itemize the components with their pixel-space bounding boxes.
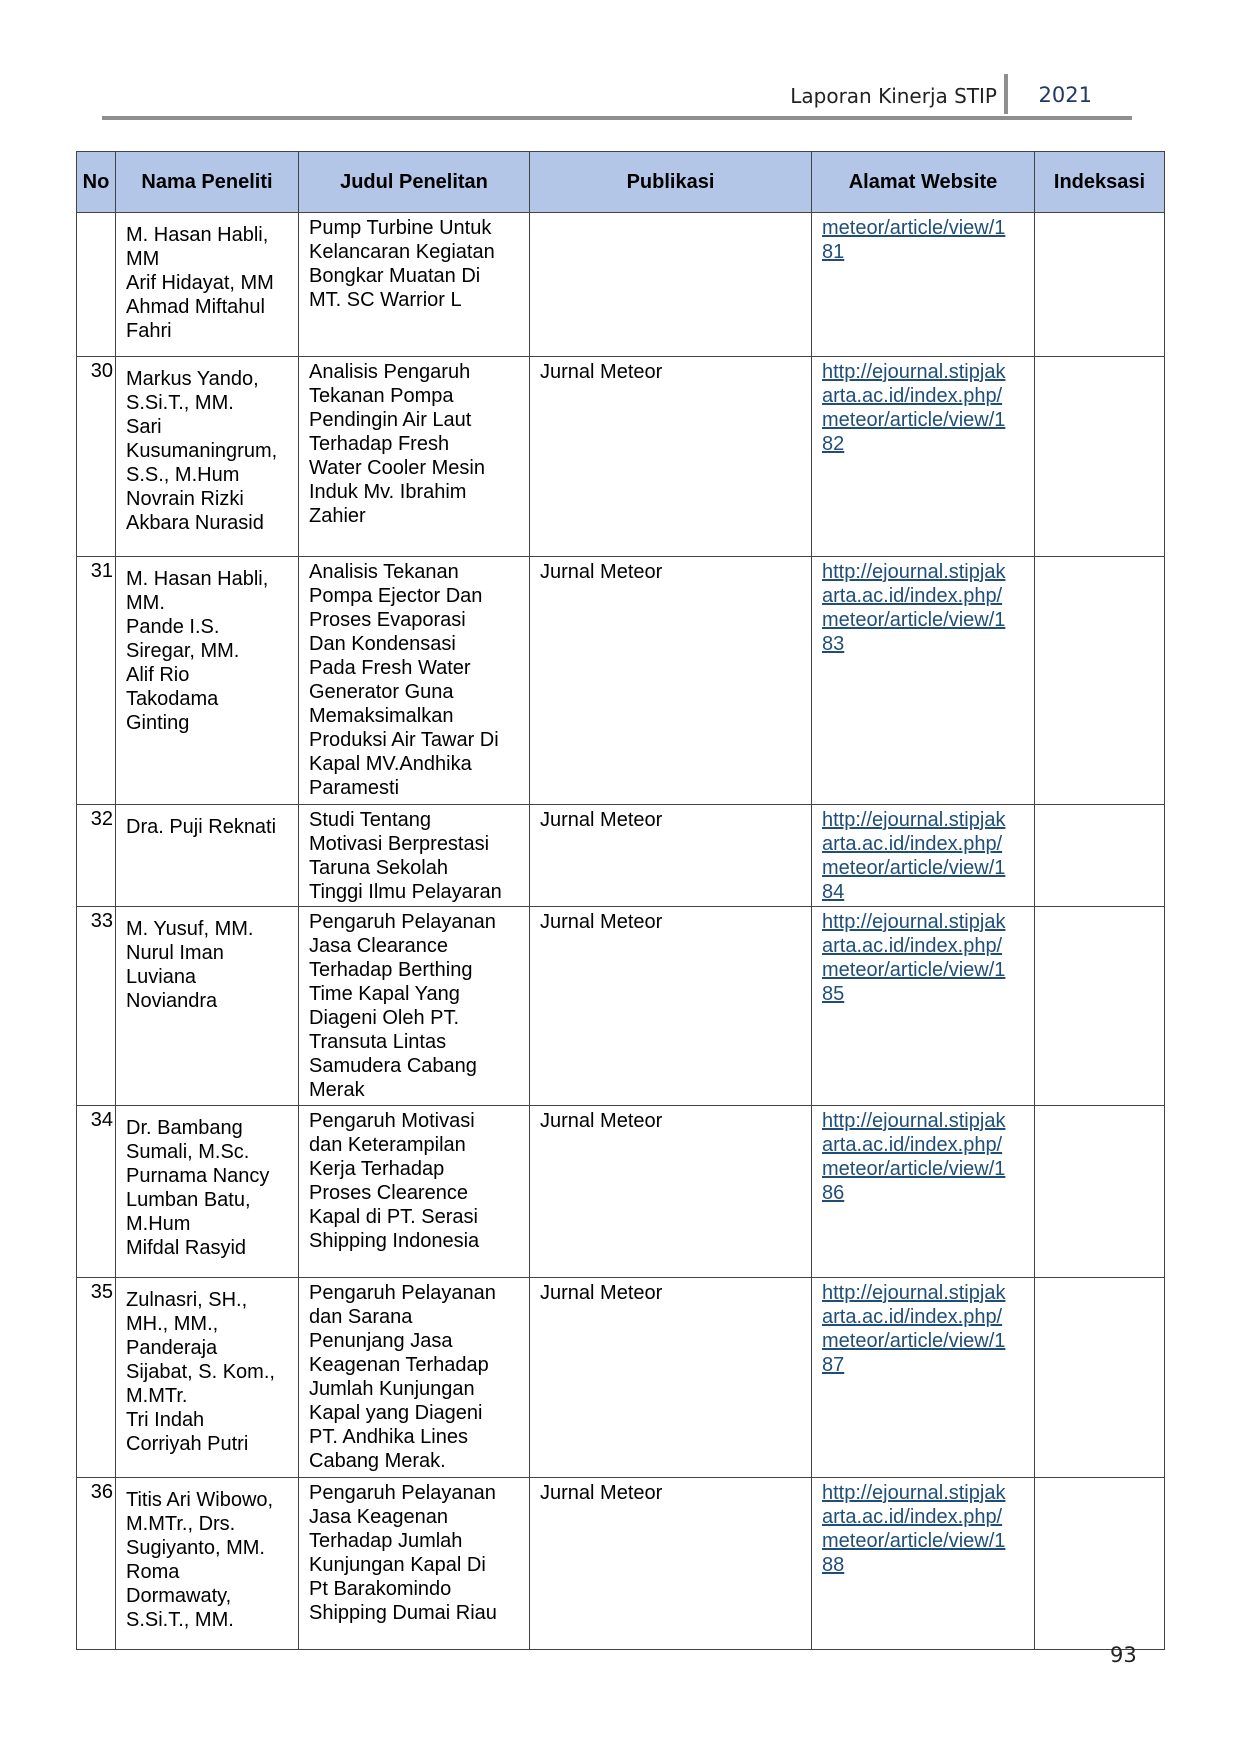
researcher-name: Tri Indah <box>126 1409 205 1431</box>
research-title-line: Pengaruh Pelayanan <box>309 911 496 933</box>
research-title-line: Bongkar Muatan Di <box>309 265 481 287</box>
column-header-website: Alamat Website <box>812 152 1035 213</box>
research-title-line: Cabang Merak. <box>309 1450 446 1472</box>
research-title <box>299 805 530 907</box>
research-title <box>299 557 530 805</box>
researcher-name: Fahri <box>126 320 172 342</box>
website-link[interactable]: meteor/article/view/1 <box>822 609 1006 631</box>
website-link[interactable]: http://ejournal.stipjak <box>822 1282 1006 1304</box>
research-title-line: Analisis Tekanan <box>309 561 459 583</box>
website-link[interactable]: http://ejournal.stipjak <box>822 361 1006 383</box>
researcher-name: Sijabat, S. Kom., <box>126 1361 275 1383</box>
table-row <box>77 907 1165 1106</box>
research-title-line: Water Cooler Mesin <box>309 457 485 479</box>
researcher-name: M. Hasan Habli, <box>126 224 269 246</box>
research-table <box>76 151 1165 1650</box>
research-title-line: Keagenan Terhadap <box>309 1354 489 1376</box>
header-separator <box>1004 74 1008 114</box>
researcher-name: Lumban Batu, <box>126 1189 251 1211</box>
research-title-line: Pump Turbine Untuk <box>309 217 492 239</box>
indexing <box>1035 557 1165 805</box>
research-title <box>299 1478 530 1650</box>
researcher-name: Akbara Nurasid <box>126 512 264 534</box>
researcher-names <box>116 1278 299 1478</box>
researcher-name: MM <box>126 248 160 270</box>
row-number: 33 <box>77 907 116 1106</box>
website-link[interactable]: 86 <box>822 1182 845 1204</box>
research-title-line: Shipping Indonesia <box>309 1230 480 1252</box>
researcher-name: Takodama <box>126 688 219 710</box>
website-link[interactable]: 83 <box>822 633 845 655</box>
research-title-line: Terhadap Fresh <box>309 433 450 455</box>
column-header-index: Indeksasi <box>1035 152 1165 213</box>
researcher-name: M.Hum <box>126 1213 191 1235</box>
research-title-line: Samudera Cabang <box>309 1055 477 1077</box>
research-title-line: Paramesti <box>309 777 400 799</box>
publication: Jurnal Meteor <box>530 1278 812 1478</box>
research-title-line: Terhadap Berthing <box>309 959 473 981</box>
website-link[interactable]: meteor/article/view/1 <box>822 1158 1006 1180</box>
publication: Jurnal Meteor <box>530 1478 812 1650</box>
table-header-row <box>77 152 1165 213</box>
researcher-names <box>116 907 299 1106</box>
research-title-line: Motivasi Berprestasi <box>309 833 490 855</box>
researcher-name: Sumali, M.Sc. <box>126 1141 250 1163</box>
research-title-line: Jumlah Kunjungan <box>309 1378 475 1400</box>
website-link[interactable]: arta.ac.id/index.php/ <box>822 1506 1003 1528</box>
table-row <box>77 1106 1165 1278</box>
website-cell <box>812 213 1035 357</box>
researcher-name: Ginting <box>126 712 190 734</box>
website-cell <box>812 1478 1035 1650</box>
website-link[interactable]: meteor/article/view/1 <box>822 409 1006 431</box>
indexing <box>1035 357 1165 557</box>
website-link[interactable]: 88 <box>822 1554 845 1576</box>
website-cell <box>812 1278 1035 1478</box>
research-title-line: Tinggi Ilmu Pelayaran <box>309 881 502 903</box>
research-title-line: Kapal di PT. Serasi <box>309 1206 478 1228</box>
website-link[interactable]: arta.ac.id/index.php/ <box>822 1134 1003 1156</box>
researcher-name: M. Yusuf, MM. <box>126 918 254 940</box>
publication: Jurnal Meteor <box>530 805 812 907</box>
researcher-names <box>116 557 299 805</box>
research-title-line: Zahier <box>309 505 366 527</box>
row-number: 34 <box>77 1106 116 1278</box>
research-title-line: Transuta Lintas <box>309 1031 447 1053</box>
research-title-line: Analisis Pengaruh <box>309 361 471 383</box>
website-link[interactable]: 85 <box>822 983 845 1005</box>
indexing <box>1035 1106 1165 1278</box>
row-number: 30 <box>77 357 116 557</box>
website-cell <box>812 805 1035 907</box>
research-title-line: dan Keterampilan <box>309 1134 466 1156</box>
research-title-line: Pompa Ejector Dan <box>309 585 483 607</box>
column-header-publication: Publikasi <box>530 152 812 213</box>
research-title-line: Pengaruh Pelayanan <box>309 1282 496 1304</box>
row-number <box>77 213 116 357</box>
publication <box>530 213 812 357</box>
researcher-name: Kusumaningrum, <box>126 440 278 462</box>
indexing <box>1035 1478 1165 1650</box>
researcher-name: M.MTr., Drs. <box>126 1513 236 1535</box>
researcher-name: Titis Ari Wibowo, <box>126 1489 274 1511</box>
website-link[interactable]: meteor/article/view/1 <box>822 1530 1006 1552</box>
researcher-name: Purnama Nancy <box>126 1165 270 1187</box>
research-title-line: Jasa Keagenan <box>309 1506 449 1528</box>
website-link[interactable]: http://ejournal.stipjak <box>822 1482 1006 1504</box>
research-title-line: Jasa Clearance <box>309 935 448 957</box>
website-link[interactable]: 81 <box>822 241 845 263</box>
research-title-line: Kapal MV.Andhika <box>309 753 472 775</box>
website-link[interactable]: http://ejournal.stipjak <box>822 561 1006 583</box>
row-number: 31 <box>77 557 116 805</box>
website-cell <box>812 357 1035 557</box>
publication: Jurnal Meteor <box>530 557 812 805</box>
table-row <box>77 357 1165 557</box>
research-title-line: Terhadap Jumlah <box>309 1530 463 1552</box>
research-title-line: Penunjang Jasa <box>309 1330 453 1352</box>
research-title <box>299 907 530 1106</box>
page-header <box>102 72 1132 122</box>
table-row <box>77 1478 1165 1650</box>
website-link[interactable]: 84 <box>822 881 845 903</box>
research-title <box>299 357 530 557</box>
researcher-names <box>116 213 299 357</box>
researcher-name: Nurul Iman <box>126 942 224 964</box>
website-link[interactable]: http://ejournal.stipjak <box>822 1110 1006 1132</box>
table-row <box>77 1278 1165 1478</box>
researcher-name: Dr. Bambang <box>126 1117 243 1139</box>
research-title-line: Kelancaran Kegiatan <box>309 241 495 263</box>
website-link[interactable]: http://ejournal.stipjak <box>822 911 1006 933</box>
research-title-line: Memaksimalkan <box>309 705 454 727</box>
researcher-name: Panderaja <box>126 1337 218 1359</box>
indexing <box>1035 1278 1165 1478</box>
research-title-line: Pengaruh Pelayanan <box>309 1482 496 1504</box>
researcher-name: Siregar, MM. <box>126 640 240 662</box>
table-row <box>77 805 1165 907</box>
table-row <box>77 557 1165 805</box>
research-title-line: Pt Barakomindo <box>309 1578 452 1600</box>
website-link[interactable]: meteor/article/view/1 <box>822 857 1006 879</box>
research-title-line: Time Kapal Yang <box>309 983 460 1005</box>
indexing <box>1035 213 1165 357</box>
header-rule <box>102 116 1132 120</box>
website-link[interactable]: 82 <box>822 433 845 455</box>
website-link[interactable]: arta.ac.id/index.php/ <box>822 935 1003 957</box>
research-title-line: Generator Guna <box>309 681 454 703</box>
researcher-name: Sari <box>126 416 162 438</box>
indexing <box>1035 907 1165 1106</box>
researcher-name: Markus Yando, <box>126 368 259 390</box>
researcher-name: S.Si.T., MM. <box>126 1609 234 1631</box>
row-number: 35 <box>77 1278 116 1478</box>
researcher-name: Noviandra <box>126 990 218 1012</box>
researcher-name: Roma <box>126 1561 180 1583</box>
research-title-line: Kerja Terhadap <box>309 1158 445 1180</box>
website-link[interactable]: arta.ac.id/index.php/ <box>822 385 1003 407</box>
research-title-line: Induk Mv. Ibrahim <box>309 481 467 503</box>
indexing <box>1035 805 1165 907</box>
researcher-name: Dormawaty, <box>126 1585 232 1607</box>
researcher-name: S.S., M.Hum <box>126 464 240 486</box>
research-title-line: Tekanan Pompa <box>309 385 454 407</box>
research-title-line: Proses Clearence <box>309 1182 468 1204</box>
website-cell <box>812 1106 1035 1278</box>
research-title-line: Pendingin Air Laut <box>309 409 472 431</box>
researcher-name: Luviana <box>126 966 197 988</box>
research-title-line: Produksi Air Tawar Di <box>309 729 499 751</box>
row-number: 32 <box>77 805 116 907</box>
researcher-name: Dra. Puji Reknati <box>126 816 277 838</box>
research-title-line: Proses Evaporasi <box>309 609 466 631</box>
column-header-name: Nama Peneliti <box>116 152 299 213</box>
table-body <box>77 213 1165 1650</box>
website-link[interactable]: arta.ac.id/index.php/ <box>822 1306 1003 1328</box>
researcher-names <box>116 357 299 557</box>
researcher-name: MM. <box>126 592 165 614</box>
header-year: 2021 <box>1038 83 1092 107</box>
research-title-line: Diageni Oleh PT. <box>309 1007 460 1029</box>
table-row <box>77 213 1165 357</box>
research-title-line: dan Sarana <box>309 1306 413 1328</box>
research-title-line: Studi Tentang <box>309 809 431 831</box>
researcher-name: Alif Rio <box>126 664 190 686</box>
website-link[interactable]: meteor/article/view/1 <box>822 217 1006 239</box>
researcher-name: Arif Hidayat, MM <box>126 272 274 294</box>
researcher-name: M. Hasan Habli, <box>126 568 269 590</box>
website-link[interactable]: 87 <box>822 1354 845 1376</box>
researcher-name: Sugiyanto, MM. <box>126 1537 265 1559</box>
column-header-no: No <box>77 152 116 213</box>
researcher-name: Ahmad Miftahul <box>126 296 265 318</box>
website-cell <box>812 907 1035 1106</box>
website-link[interactable]: meteor/article/view/1 <box>822 1330 1006 1352</box>
research-title-line: MT. SC Warrior L <box>309 289 462 311</box>
website-link[interactable]: arta.ac.id/index.php/ <box>822 585 1003 607</box>
website-link[interactable]: meteor/article/view/1 <box>822 959 1006 981</box>
publication: Jurnal Meteor <box>530 357 812 557</box>
research-title-line: Taruna Sekolah <box>309 857 448 879</box>
header-title: Laporan Kinerja STIP <box>790 84 997 108</box>
research-title-line: Dan Kondensasi <box>309 633 456 655</box>
research-title-line: PT. Andhika Lines <box>309 1426 468 1448</box>
research-title-line: Kunjungan Kapal Di <box>309 1554 486 1576</box>
column-header-title: Judul Penelitan <box>299 152 530 213</box>
researcher-name: Zulnasri, SH., <box>126 1289 248 1311</box>
research-title-line: Merak <box>309 1079 365 1101</box>
researcher-name: Corriyah Putri <box>126 1433 249 1455</box>
row-number: 36 <box>77 1478 116 1650</box>
research-title <box>299 1278 530 1478</box>
research-title-line: Kapal yang Diageni <box>309 1402 483 1424</box>
researcher-name: S.Si.T., MM. <box>126 392 234 414</box>
research-title-line: Pengaruh Motivasi <box>309 1110 475 1132</box>
research-title-line: Shipping Dumai Riau <box>309 1602 497 1624</box>
research-title <box>299 213 530 357</box>
website-link[interactable]: arta.ac.id/index.php/ <box>822 833 1003 855</box>
page-number: 93 <box>1110 1643 1137 1667</box>
website-cell <box>812 557 1035 805</box>
publication: Jurnal Meteor <box>530 1106 812 1278</box>
website-link[interactable]: http://ejournal.stipjak <box>822 809 1006 831</box>
researcher-name: MH., MM., <box>126 1313 219 1335</box>
researcher-names <box>116 805 299 907</box>
research-title-line: Pada Fresh Water <box>309 657 471 679</box>
research-title <box>299 1106 530 1278</box>
researcher-names <box>116 1106 299 1278</box>
researcher-names <box>116 1478 299 1650</box>
researcher-name: Novrain Rizki <box>126 488 244 510</box>
publication: Jurnal Meteor <box>530 907 812 1106</box>
researcher-name: Mifdal Rasyid <box>126 1237 247 1259</box>
researcher-name: Pande I.S. <box>126 616 220 638</box>
researcher-name: M.MTr. <box>126 1385 188 1407</box>
